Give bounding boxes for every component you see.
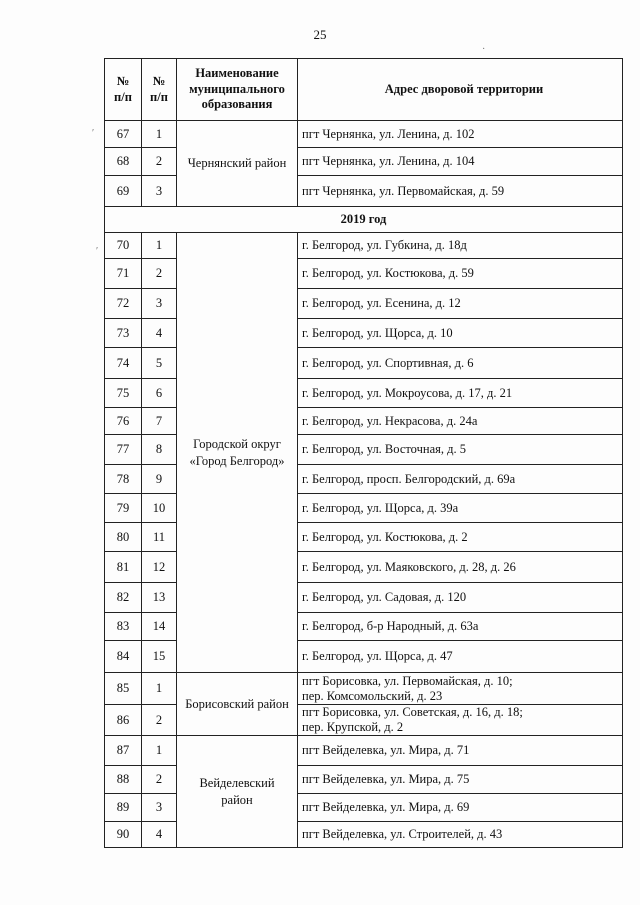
row-sub-number: 9 xyxy=(142,465,177,494)
address-cell: пгт Борисовка, ул. Советская, д. 16, д. 18; пер. Крупской, д. 2 xyxy=(298,705,623,736)
address-cell: г. Белгород, ул. Спортивная, д. 6 xyxy=(298,348,623,379)
address-cell: г. Белгород, ул. Губкина, д. 18д xyxy=(298,233,623,259)
address-cell: пгт Чернянка, ул. Ленина, д. 102 xyxy=(298,121,623,148)
row-number: 87 xyxy=(105,736,142,766)
address-cell: пгт Вейделевка, ул. Мира, д. 71 xyxy=(298,736,623,766)
row-sub-number: 3 xyxy=(142,176,177,207)
row-number: 68 xyxy=(105,148,142,176)
table-body xyxy=(105,121,623,848)
row-number: 81 xyxy=(105,552,142,583)
row-number: 88 xyxy=(105,766,142,794)
row-sub-number: 3 xyxy=(142,289,177,319)
row-number: 85 xyxy=(105,673,142,705)
year-label: 2019 год xyxy=(105,207,623,233)
address-cell: пгт Чернянка, ул. Первомайская, д. 59 xyxy=(298,176,623,207)
row-number: 86 xyxy=(105,705,142,736)
row-number: 75 xyxy=(105,379,142,408)
row-sub-number: 10 xyxy=(142,494,177,523)
row-sub-number: 8 xyxy=(142,435,177,465)
address-cell: пгт Вейделевка, ул. Мира, д. 69 xyxy=(298,794,623,822)
addresses-table xyxy=(104,58,623,848)
row-sub-number: 5 xyxy=(142,348,177,379)
row-number: 74 xyxy=(105,348,142,379)
row-sub-number: 12 xyxy=(142,552,177,583)
address-cell: г. Белгород, ул. Маяковского, д. 28, д. 26 xyxy=(298,552,623,583)
address-cell: пгт Чернянка, ул. Ленина, д. 104 xyxy=(298,148,623,176)
row-number: 77 xyxy=(105,435,142,465)
margin-tick: · xyxy=(482,44,486,55)
address-cell: г. Белгород, ул. Щорса, д. 39а xyxy=(298,494,623,523)
address-cell: пгт Вейделевка, ул. Строителей, д. 43 xyxy=(298,822,623,848)
row-sub-number: 7 xyxy=(142,408,177,435)
table-row xyxy=(105,736,623,766)
row-sub-number: 1 xyxy=(142,736,177,766)
header-num: № п/п xyxy=(105,59,142,121)
header-municipality: Наименование муниципального образования xyxy=(177,59,298,121)
row-number: 80 xyxy=(105,523,142,552)
address-cell: г. Белгород, ул. Садовая, д. 120 xyxy=(298,583,623,613)
row-sub-number: 13 xyxy=(142,583,177,613)
margin-tick: ʹ xyxy=(96,246,99,257)
header-sub-num: № п/п xyxy=(142,59,177,121)
row-number: 90 xyxy=(105,822,142,848)
row-number: 72 xyxy=(105,289,142,319)
municipality-cell: Вейделевский район xyxy=(177,736,298,848)
row-number: 67 xyxy=(105,121,142,148)
table-row xyxy=(105,233,623,259)
row-sub-number: 2 xyxy=(142,259,177,289)
row-sub-number: 3 xyxy=(142,794,177,822)
row-number: 79 xyxy=(105,494,142,523)
address-cell: г. Белгород, б-р Народный, д. 63а xyxy=(298,613,623,641)
row-number: 78 xyxy=(105,465,142,494)
address-cell: г. Белгород, ул. Восточная, д. 5 xyxy=(298,435,623,465)
municipality-cell: Чернянский район xyxy=(177,121,298,207)
row-number: 83 xyxy=(105,613,142,641)
table-header-row xyxy=(105,59,623,121)
address-cell: г. Белгород, ул. Щорса, д. 47 xyxy=(298,641,623,673)
address-cell: г. Белгород, ул. Есенина, д. 12 xyxy=(298,289,623,319)
municipality-cell: Борисовский район xyxy=(177,673,298,736)
row-number: 70 xyxy=(105,233,142,259)
address-cell: г. Белгород, ул. Некрасова, д. 24а xyxy=(298,408,623,435)
address-cell: г. Белгород, ул. Костюкова, д. 59 xyxy=(298,259,623,289)
row-sub-number: 2 xyxy=(142,766,177,794)
row-sub-number: 15 xyxy=(142,641,177,673)
table-row xyxy=(105,121,623,148)
row-sub-number: 2 xyxy=(142,148,177,176)
row-sub-number: 1 xyxy=(142,233,177,259)
municipality-cell: Городской округ «Город Белгород» xyxy=(177,233,298,673)
row-sub-number: 4 xyxy=(142,822,177,848)
year-row xyxy=(105,207,623,233)
address-cell: г. Белгород, просп. Белгородский, д. 69а xyxy=(298,465,623,494)
address-cell: г. Белгород, ул. Костюкова, д. 2 xyxy=(298,523,623,552)
row-sub-number: 6 xyxy=(142,379,177,408)
address-cell: г. Белгород, ул. Мокроусова, д. 17, д. 21 xyxy=(298,379,623,408)
row-number: 73 xyxy=(105,319,142,348)
address-cell: г. Белгород, ул. Щорса, д. 10 xyxy=(298,319,623,348)
address-cell: пгт Борисовка, ул. Первомайская, д. 10; пер. Комсомольский, д. 23 xyxy=(298,673,623,705)
page-number: 25 xyxy=(313,27,327,42)
row-sub-number: 2 xyxy=(142,705,177,736)
row-sub-number: 14 xyxy=(142,613,177,641)
row-sub-number: 4 xyxy=(142,319,177,348)
address-cell: пгт Вейделевка, ул. Мира, д. 75 xyxy=(298,766,623,794)
row-number: 89 xyxy=(105,794,142,822)
row-sub-number: 1 xyxy=(142,121,177,148)
row-number: 76 xyxy=(105,408,142,435)
row-sub-number: 11 xyxy=(142,523,177,552)
row-number: 69 xyxy=(105,176,142,207)
table-row xyxy=(105,673,623,705)
row-number: 82 xyxy=(105,583,142,613)
header-address: Адрес дворовой территории xyxy=(298,59,623,121)
row-number: 84 xyxy=(105,641,142,673)
row-number: 71 xyxy=(105,259,142,289)
row-sub-number: 1 xyxy=(142,673,177,705)
margin-tick: ʹ xyxy=(92,128,95,139)
